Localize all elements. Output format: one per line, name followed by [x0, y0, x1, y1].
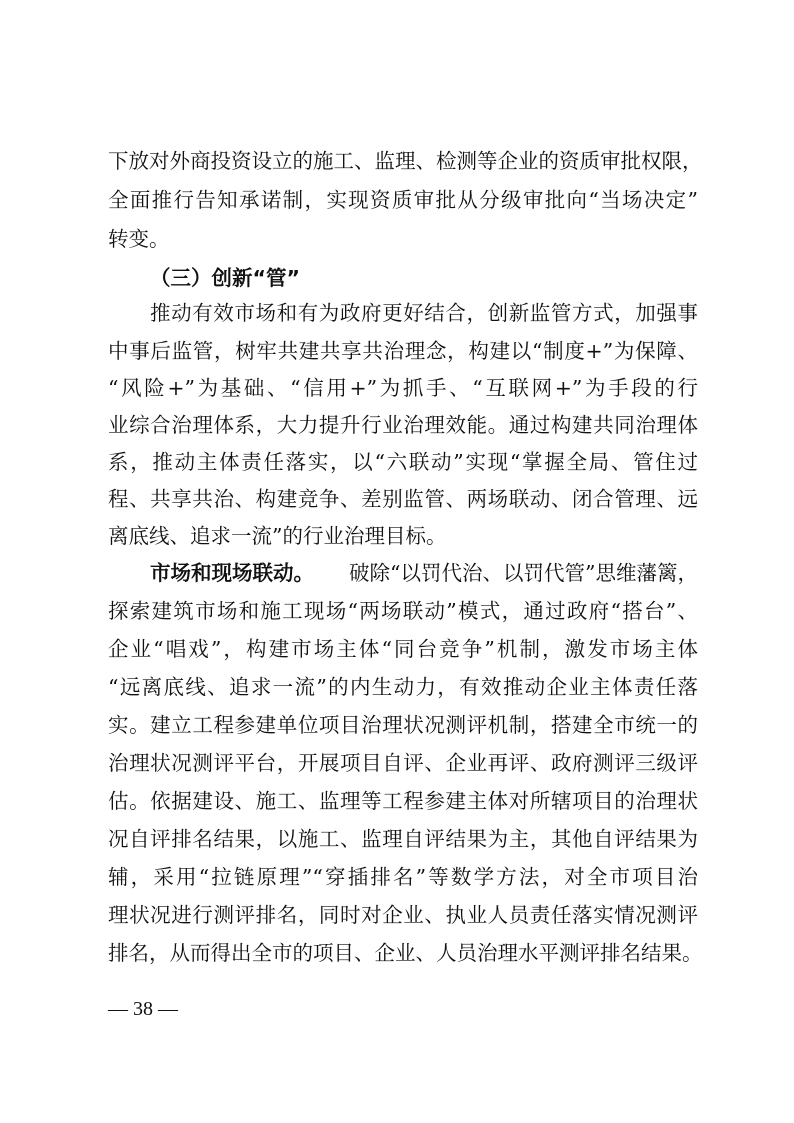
- body-line: 中事后监管，树牢共建共享共治理念，构建以“制度+”为保障、: [108, 339, 698, 363]
- body-line: 下放对外商投资设立的施工、监理、检测等企业的资质审批权限，: [108, 149, 703, 173]
- body-line: “风险+”为基础、“信用+”为抓手、“互联网+”为手段的行: [108, 376, 698, 400]
- body-line: 实。建立工程参建单位项目治理状况测评机制，搭建全市统一的: [108, 713, 698, 737]
- bold-lead-phrase: 市场和现场联动。: [150, 561, 314, 585]
- body-line: 全面推行告知承诺制，实现资质审批从分级审批向“当场决定”: [108, 188, 698, 212]
- body-line: 程、共享共治、构建竞争、差别监管、两场联动、闭合管理、远: [108, 487, 698, 511]
- body-line: 况自评排名结果，以施工、监理自评结果为主，其他自评结果为: [108, 827, 698, 851]
- body-line: 估。依据建设、施工、监理等工程参建主体对所辖项目的治理状: [108, 789, 698, 813]
- body-line: 探索建筑市场和施工现场“两场联动”模式，通过政府“搭台”、: [108, 599, 698, 623]
- body-line: 推动有效市场和有为政府更好结合，创新监管方式，加强事: [150, 301, 698, 325]
- paragraph-lead-line: [150, 558, 698, 588]
- body-line: 排名，从而得出全市的项目、企业、人员治理水平测评排名结果。: [108, 941, 703, 965]
- body-line: 企业“唱戏”，构建市场主体“同台竞争”机制，激发市场主体: [108, 637, 698, 661]
- page-number: — 38 —: [108, 998, 178, 1020]
- body-line: 业综合治理体系，大力提升行业治理效能。通过构建共同治理体: [108, 413, 698, 437]
- body-line: 治理状况测评平台，开展项目自评、企业再评、政府测评三级评: [108, 751, 698, 775]
- body-line: 离底线、追求一流”的行业治理目标。: [108, 524, 447, 548]
- body-line: 系，推动主体责任落实，以“六联动”实现“掌握全局、管住过: [108, 450, 698, 474]
- body-line: “远离底线、追求一流”的内生动力，有效推动企业主体责任落: [108, 675, 698, 699]
- section-heading: （三）创新“管”: [150, 266, 300, 290]
- body-text: 破除“以罚代治、以罚代管”思维藩篱，: [349, 561, 698, 585]
- body-line: 转变。: [108, 227, 170, 251]
- body-line: 辅，采用“拉链原理”“穿插排名”等数学方法，对全市项目治: [108, 865, 698, 889]
- body-line: 理状况进行测评排名，同时对企业、执业人员责任落实情况测评: [108, 903, 698, 927]
